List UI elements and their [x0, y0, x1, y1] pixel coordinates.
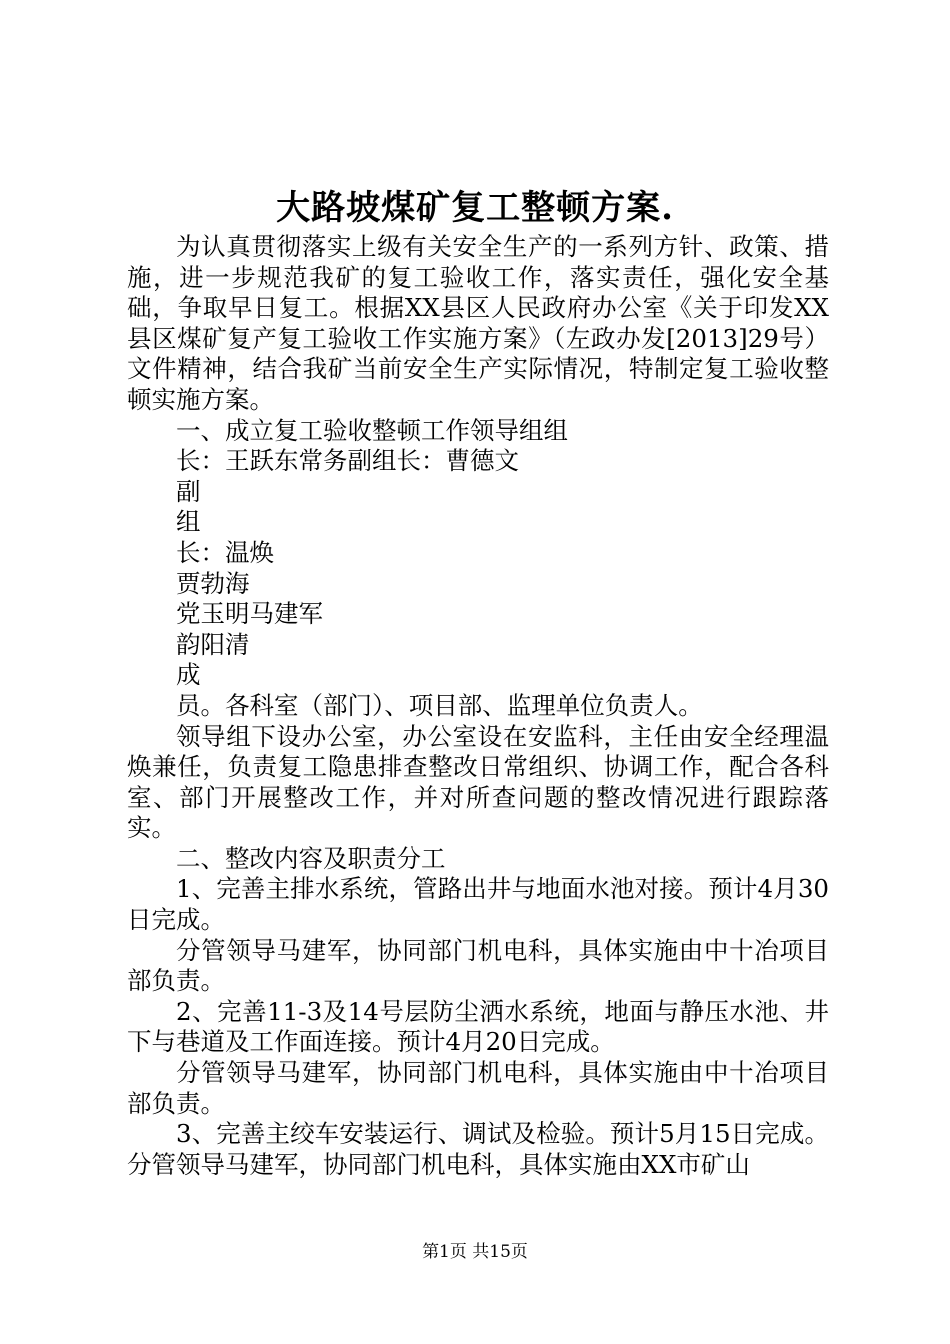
paragraph-members: 员。各科室（部门）、项目部、监理单位负责人。: [176, 690, 703, 720]
paragraph-intro: 为认真贯彻落实上级有关安全生产的一系列方针、政策、措施，进一步规范我矿的复工验收工作，落实责任，强化安全基础，争取早日复工。根据XX县区人民政府办公室《关于印发XX县区煤矿复产复工验收工作实施方案》（左政办发[2013]29号）文件精神，结合我矿当前安全生产实际情况，特制定复工验收整顿实施方案。: [127, 232, 829, 414]
paragraph-section-2-heading: 二、整改内容及职责分工: [176, 843, 446, 873]
paragraph-deputy-leader: 长：温焕: [176, 537, 274, 567]
paragraph-item-2: 2、完善11-3及14号层防尘洒水系统，地面与静压水池、井下与巷道及工作面连接。预计4月20日完成。: [127, 996, 829, 1057]
paragraph-member-name: 韵阳清: [176, 629, 250, 659]
paragraph-item-3: 3、完善主绞车安装运行、调试及检验。预计5月15日完成。分管领导马建军，协同部门机电科，具体实施由XX市矿山: [127, 1119, 829, 1179]
paragraph-item-1: 1、完善主排水系统，管路出井与地面水池对接。预计4月30日完成。: [127, 874, 829, 935]
paragraph-fragment: 组: [176, 507, 201, 537]
paragraph-fragment: 成: [176, 660, 201, 690]
paragraph-member-name: 党玉明马建军: [176, 599, 323, 629]
page-footer: 第1页 共15页: [422, 1242, 528, 1262]
paragraph-item-1-responsibility: 分管领导马建军，协同部门机电科，具体实施由中十冶项目部负责。: [127, 935, 829, 996]
paragraph-member-name: 贾勃海: [176, 568, 250, 598]
document-title: 大路坡煤矿复工整顿方案.: [276, 188, 674, 228]
paragraph-leader: 长：王跃东常务副组长：曹德文: [176, 446, 519, 476]
paragraph-fragment: 副: [176, 476, 201, 506]
paragraph-office: 领导组下设办公室，办公室设在安监科，主任由安全经理温焕兼任，负责复工隐患排查整改日常组织、协调工作，配合各科室、部门开展整改工作，并对所查问题的整改情况进行跟踪落实。: [127, 721, 829, 843]
paragraph-section-1-heading: 一、成立复工验收整顿工作领导组组: [176, 415, 568, 445]
paragraph-item-2-responsibility: 分管领导马建军，协同部门机电科，具体实施由中十冶项目部负责。: [127, 1058, 829, 1118]
document-body: [127, 232, 829, 1180]
